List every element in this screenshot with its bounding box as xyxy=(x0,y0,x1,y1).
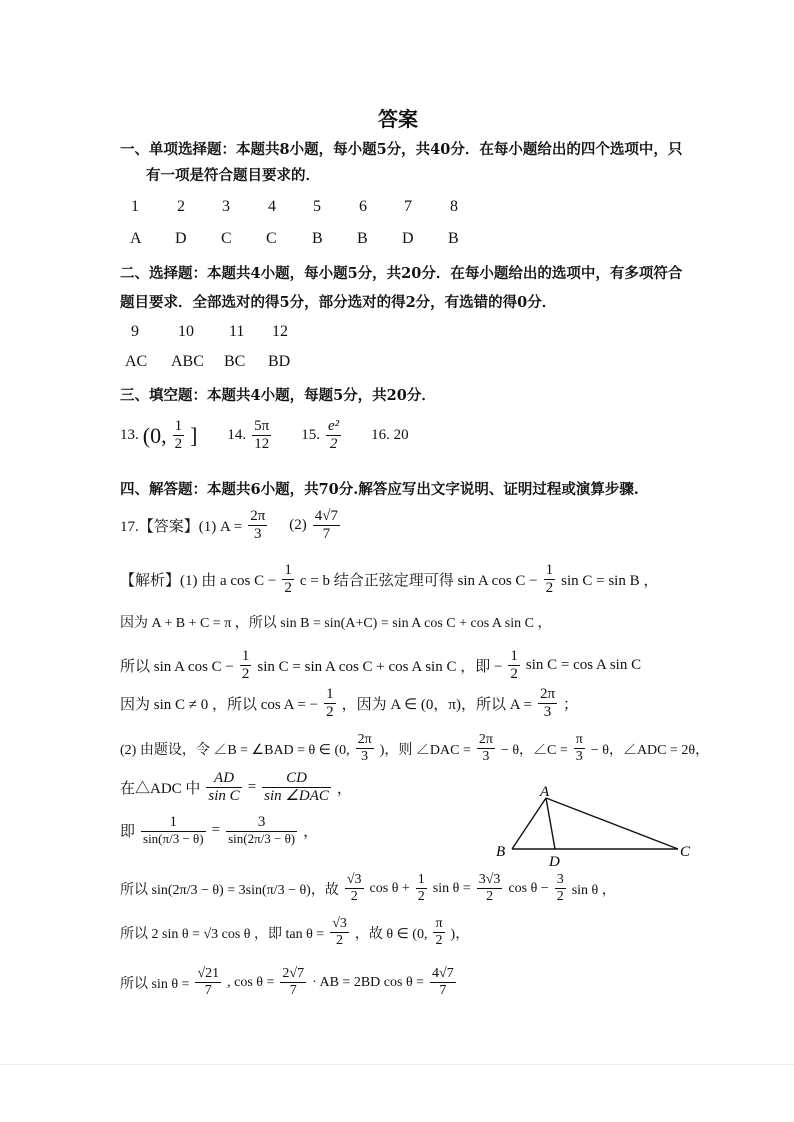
frac-num: 2π xyxy=(538,686,557,704)
frac-num: 1 xyxy=(416,872,427,889)
triangle-figure xyxy=(490,780,700,870)
analysis-text: = xyxy=(211,822,221,839)
analysis-text: − θ，∠C = xyxy=(500,742,568,758)
fraction xyxy=(195,966,221,999)
frac-num: 3 xyxy=(226,814,297,832)
q14-num: 5π xyxy=(252,418,271,436)
frac-num: 1 xyxy=(282,562,294,580)
q14-label: 14. xyxy=(227,427,247,444)
answer-value: BD xyxy=(268,353,291,370)
q17-answer-label: 17.【答案】(1) A = xyxy=(120,519,243,536)
segment-ad xyxy=(546,798,555,849)
answer-value: B xyxy=(448,230,459,247)
fraction xyxy=(356,732,374,765)
frac-num: 3√3 xyxy=(477,872,503,889)
section2-heading-line2: 题目要求．全部选对的得5分，部分选对的得2分，有选错的得0分． xyxy=(120,294,557,311)
label-a: A xyxy=(540,784,550,800)
frac-num: 1 xyxy=(141,814,206,832)
question-number: 11 xyxy=(229,323,245,340)
fraction xyxy=(508,648,520,684)
q17-ans2-den: 7 xyxy=(322,526,331,543)
answer-value: C xyxy=(221,230,232,247)
question-number: 12 xyxy=(272,323,288,340)
question-number: 10 xyxy=(178,323,194,340)
question-number: 5 xyxy=(313,198,321,215)
q17-ans2-label: (2) xyxy=(289,517,307,534)
analysis-text: 所以 sin(2π/3 − θ) = 3sin(π/3 − θ)，故 xyxy=(120,882,339,898)
fraction xyxy=(240,648,252,684)
analysis-text: )，则 ∠DAC = xyxy=(379,742,471,758)
q13-label: 13. xyxy=(120,427,139,444)
analysis-text: sin C = sin B ， xyxy=(561,573,659,590)
frac-den: 3 xyxy=(575,749,583,765)
frac-num: √3 xyxy=(345,872,364,889)
analysis-text: ， xyxy=(336,781,352,798)
analysis-text: 即 xyxy=(120,824,136,841)
analysis-text: , cos θ = xyxy=(227,974,275,990)
analysis-text: ， xyxy=(303,824,319,841)
q17-ans1-fraction xyxy=(248,508,267,544)
fraction xyxy=(574,732,585,765)
fraction xyxy=(345,872,364,905)
frac-num: π xyxy=(574,732,585,749)
frac-num: 2π xyxy=(477,732,495,749)
analysis-line-1 xyxy=(120,562,658,598)
fraction xyxy=(141,814,206,847)
section1-heading-line2: 有一项是符合题目要求的． xyxy=(146,167,320,184)
frac-num: 2π xyxy=(356,732,374,749)
frac-den: 2 xyxy=(510,666,518,683)
frac-den: sin C xyxy=(208,788,240,805)
fraction xyxy=(280,966,306,999)
analysis-line-6 xyxy=(120,770,352,806)
answer-value: B xyxy=(357,230,368,247)
fraction xyxy=(416,872,427,905)
frac-den: 2 xyxy=(435,933,443,949)
frac-num: 1 xyxy=(544,562,556,580)
frac-num: AD xyxy=(206,770,241,788)
q16-answer: 16. 20 xyxy=(371,427,409,444)
answer-value: BC xyxy=(224,353,246,370)
analysis-text: 所以 sin θ = xyxy=(120,976,190,992)
question-number: 7 xyxy=(404,198,412,215)
answer-value: A xyxy=(130,230,142,247)
label-c: C xyxy=(680,844,691,860)
analysis-line-7 xyxy=(120,814,318,847)
q17-ans1-den: 3 xyxy=(254,526,262,543)
page-footer-divider xyxy=(0,1064,794,1065)
q17-ans2-fraction xyxy=(313,508,340,544)
q15-den: 2 xyxy=(329,436,338,453)
analysis-text: − θ，∠ADC = 2θ， xyxy=(590,742,710,758)
frac-num: √3 xyxy=(330,916,349,933)
q17-ans2-num: 4√7 xyxy=(313,508,340,526)
analysis-line-3 xyxy=(120,648,641,684)
fraction xyxy=(262,770,331,806)
analysis-text: c = b 结合正弦定理可得 sin A cos C − xyxy=(299,573,538,590)
frac-den: 2 xyxy=(417,889,425,905)
analysis-text: sin C = cos A sin C xyxy=(525,657,642,674)
question-number: 2 xyxy=(177,198,185,215)
question-number: 9 xyxy=(131,323,139,340)
label-b: B xyxy=(496,844,506,860)
frac-den: 3 xyxy=(543,704,552,721)
question-number: 3 xyxy=(222,198,230,215)
analysis-text: ，故 θ ∈ (0, xyxy=(354,926,428,942)
fraction xyxy=(555,872,566,905)
analysis-text: sin θ ， xyxy=(571,882,616,898)
answer-value: ABC xyxy=(171,353,204,370)
q13-num: 1 xyxy=(173,418,185,436)
analysis-text: sin C = sin A cos C + cos A sin C ，即 − xyxy=(257,659,503,676)
fraction xyxy=(206,770,241,806)
section3-heading: 三、填空题：本题共4小题，每题5分，共20分． xyxy=(120,387,436,404)
frac-num: π xyxy=(433,916,444,933)
fraction xyxy=(282,562,294,598)
analysis-text: 在△ADC 中 xyxy=(120,781,201,798)
answer-value: D xyxy=(402,230,414,247)
frac-den: 7 xyxy=(204,983,212,999)
analysis-text: 所以 sin A cos C − xyxy=(120,659,234,676)
analysis-text: sin θ = xyxy=(432,880,471,896)
analysis-line-2: 因为 A + B + C = π ，所以 sin B = sin(A+C) = sin A cos C + cos A sin C ， xyxy=(120,616,552,631)
q13-left-bracket: (0, xyxy=(142,422,167,448)
fraction xyxy=(544,562,556,598)
answer-value: AC xyxy=(125,353,148,370)
fraction xyxy=(330,916,349,949)
section1-heading-line1: 一、单项选择题：本题共8小题，每小题5分，共40分．在每小题给出的四个选项中，只 xyxy=(120,141,683,158)
q17-answer-line xyxy=(120,508,342,544)
q13-fraction xyxy=(173,418,185,454)
q15-num: e² xyxy=(326,418,341,436)
frac-den: 2 xyxy=(350,889,358,905)
fraction xyxy=(477,732,495,765)
fraction xyxy=(324,686,336,722)
side-ac xyxy=(546,798,678,849)
fraction xyxy=(430,966,456,999)
frac-den: 2 xyxy=(486,889,494,905)
frac-den: 2 xyxy=(326,704,334,721)
q14-den: 12 xyxy=(254,436,270,453)
question-number: 4 xyxy=(268,198,276,215)
answer-value: D xyxy=(175,230,187,247)
frac-den: 3 xyxy=(361,749,369,765)
analysis-text: = xyxy=(247,779,257,796)
q15-fraction xyxy=(326,418,341,454)
analysis-line-10 xyxy=(120,966,458,999)
question-number: 8 xyxy=(450,198,458,215)
section4-heading: 四、解答题：本题共6小题，共70分.解答应写出文字说明、证明过程或演算步骤. xyxy=(120,481,639,498)
frac-num: CD xyxy=(262,770,331,788)
fill-answers-row xyxy=(120,418,409,454)
frac-den: sin ∠DAC xyxy=(264,788,329,805)
q13-right-bracket: ] xyxy=(190,422,198,448)
frac-den: sin(2π/3 − θ) xyxy=(228,831,296,847)
analysis-text: cos θ + xyxy=(369,880,410,896)
analysis-text: cos θ − xyxy=(508,880,549,896)
analysis-text: 所以 2 sin θ = √3 cos θ ，即 tan θ = xyxy=(120,926,325,942)
frac-num: 4√7 xyxy=(430,966,456,983)
question-number: 1 xyxy=(131,198,139,215)
analysis-text: · AB = 2BD cos θ = xyxy=(312,974,425,990)
question-number: 6 xyxy=(359,198,367,215)
page-title: 答案 xyxy=(378,107,418,131)
side-ab xyxy=(512,798,546,849)
fraction xyxy=(433,916,444,949)
label-d: D xyxy=(549,854,560,870)
analysis-text: 【解析】(1) 由 a cos C − xyxy=(120,573,277,590)
analysis-text: ，因为 A ∈ (0，π)，所以 A = xyxy=(341,697,532,714)
frac-den: 7 xyxy=(289,983,297,999)
q17-ans1-num: 2π xyxy=(248,508,267,526)
analysis-text: )， xyxy=(450,926,470,942)
analysis-line-5 xyxy=(120,732,709,765)
frac-den: 2 xyxy=(336,933,344,949)
frac-num: √21 xyxy=(195,966,221,983)
frac-den: 7 xyxy=(439,983,447,999)
frac-num: 1 xyxy=(508,648,520,666)
frac-den: 2 xyxy=(241,666,250,683)
frac-den: 3 xyxy=(482,749,490,765)
frac-den: 2 xyxy=(284,580,292,597)
analysis-text: (2) 由题设，令 ∠B = ∠BAD = θ ∈ (0, xyxy=(120,742,350,758)
frac-num: 2√7 xyxy=(280,966,306,983)
fraction xyxy=(477,872,503,905)
fraction xyxy=(226,814,297,847)
frac-den: sin(π/3 − θ) xyxy=(143,831,204,847)
frac-den: 2 xyxy=(545,580,554,597)
analysis-line-8 xyxy=(120,872,616,905)
analysis-line-4 xyxy=(120,686,578,722)
frac-num: 3 xyxy=(555,872,566,889)
analysis-text: ； xyxy=(563,697,579,714)
section2-heading-line1: 二、选择题：本题共4小题，每小题5分，共20分．在每小题给出的选项中，有多项符合 xyxy=(120,265,683,282)
q15-label: 15. xyxy=(301,427,320,444)
answer-value: B xyxy=(312,230,323,247)
fraction xyxy=(538,686,557,722)
analysis-line-9 xyxy=(120,916,469,949)
frac-den: 2 xyxy=(556,889,564,905)
frac-num: 1 xyxy=(240,648,252,666)
analysis-text: 因为 sin C ≠ 0 ，所以 cos A = − xyxy=(120,697,319,714)
q13-den: 2 xyxy=(174,436,183,453)
q14-fraction xyxy=(252,418,271,454)
frac-num: 1 xyxy=(324,686,336,704)
answer-value: C xyxy=(266,230,277,247)
